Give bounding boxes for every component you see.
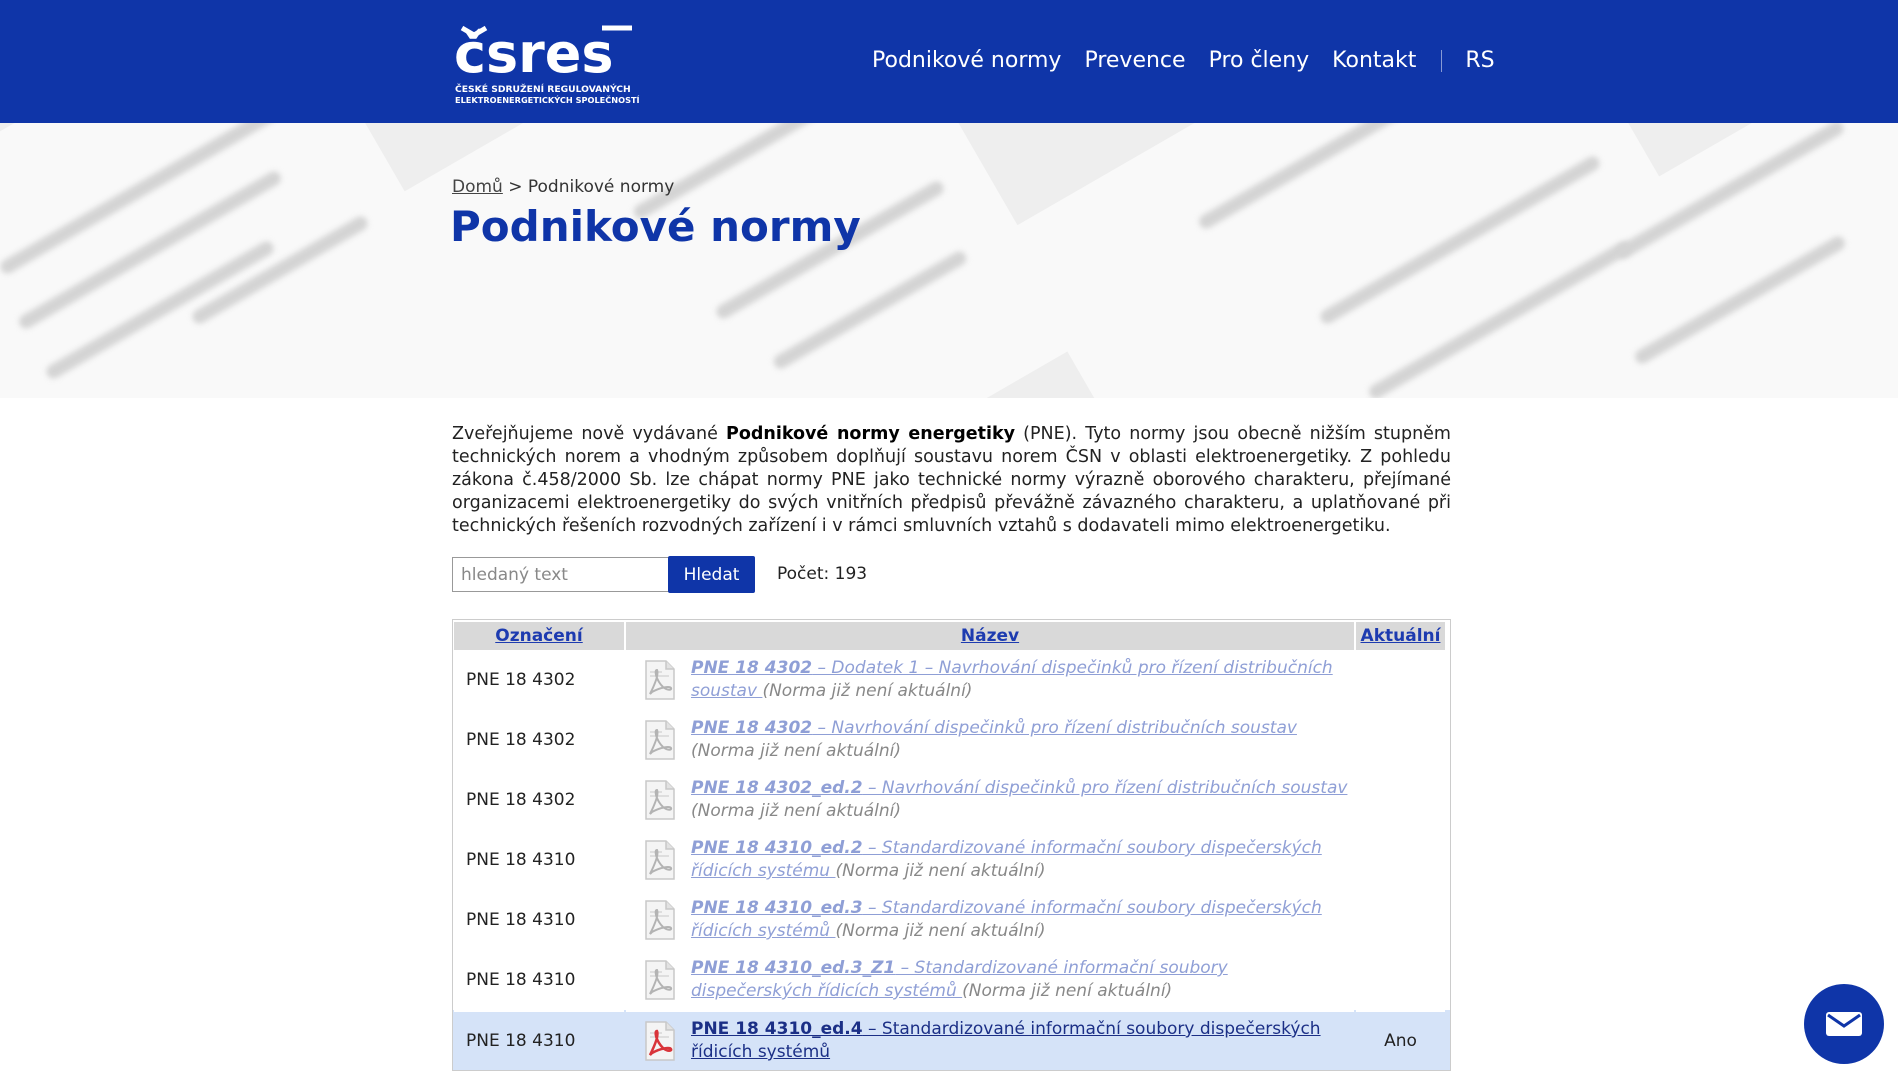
document-code: PNE 18 4310_ed.3_Z1 xyxy=(691,958,896,978)
intro-bold: Podnikové normy energetiky xyxy=(726,424,1016,444)
cell-name xyxy=(626,710,1354,770)
document-status-note: (Norma již není aktuální) xyxy=(962,981,1173,1001)
cell-current xyxy=(1356,950,1445,1010)
cell-current: Ano xyxy=(1356,1010,1445,1070)
pdf-file-icon[interactable] xyxy=(637,658,681,702)
cell-designation: PNE 18 4310 xyxy=(466,910,576,930)
document-status-note: (Norma již není aktuální) xyxy=(835,921,1046,941)
search-input[interactable] xyxy=(452,557,678,592)
document-code: PNE 18 4302 xyxy=(691,718,813,738)
norms-table xyxy=(452,619,1451,1071)
document-status-note: (Norma již není aktuální) xyxy=(835,861,1046,881)
site-header xyxy=(0,0,1898,123)
table-row xyxy=(453,770,1450,830)
table-row xyxy=(453,1010,1450,1070)
document-title: – Standardizované informační soubory dispečerských řídicích systémů xyxy=(691,958,1228,1001)
cell-name xyxy=(626,890,1354,950)
breadcrumb-current: Podnikové normy xyxy=(527,177,675,197)
table-header xyxy=(453,620,1450,650)
nav-item-pro-cleny[interactable]: Pro členy xyxy=(1208,48,1310,73)
cell-designation: PNE 18 4302 xyxy=(466,730,576,750)
column-header-name[interactable]: Název xyxy=(626,622,1354,650)
document-link[interactable] xyxy=(691,1019,1321,1062)
table-row xyxy=(453,650,1450,710)
document-link-text xyxy=(691,897,1354,943)
svg-text:ELEKTROENERGETICKÝCH SPOLEČNOS: ELEKTROENERGETICKÝCH SPOLEČNOSTÍ xyxy=(455,95,640,105)
document-link-text xyxy=(691,717,1354,763)
pdf-file-icon[interactable] xyxy=(637,958,681,1002)
intro-text-start: Zveřejňujeme nově vydávané xyxy=(452,424,726,444)
document-link-text xyxy=(691,957,1354,1003)
table-row xyxy=(453,890,1450,950)
document-code: PNE 18 4310_ed.2 xyxy=(691,838,863,858)
intro-paragraph xyxy=(452,423,1451,538)
document-status-note: (Norma již není aktuální) xyxy=(691,741,902,761)
table-row xyxy=(453,710,1450,770)
table-row xyxy=(453,830,1450,890)
nav-item-podnikove-normy[interactable]: Podnikové normy xyxy=(872,48,1062,73)
document-title: – Standardizované informační soubory dispečerských řídicích systémů xyxy=(691,1019,1321,1062)
result-count: Počet: 193 xyxy=(777,564,868,584)
document-status-note: (Norma již není aktuální) xyxy=(762,681,973,701)
document-link-text xyxy=(691,837,1354,883)
cell-name xyxy=(626,830,1354,890)
document-link-text xyxy=(691,1018,1354,1064)
cell-current xyxy=(1356,650,1445,710)
document-title: – Dodatek 1 – Navrhování dispečinků pro řízení distribučních soustav xyxy=(691,658,1333,701)
column-header-current[interactable]: Aktuální xyxy=(1356,622,1445,650)
document-code: PNE 18 4302 xyxy=(691,658,813,678)
breadcrumb xyxy=(452,177,674,197)
document-link-text xyxy=(691,657,1354,703)
document-link-text xyxy=(691,777,1354,823)
document-title: – Navrhování dispečinků pro řízení distribučních soustav xyxy=(812,718,1297,738)
document-link[interactable] xyxy=(691,778,1347,798)
cell-name xyxy=(626,770,1354,830)
main-nav xyxy=(872,48,1518,73)
document-title: – Standardizované informační soubory dispečerských řídicích systémů xyxy=(691,898,1322,941)
cell-designation: PNE 18 4302 xyxy=(466,790,576,810)
breadcrumb-separator: > xyxy=(508,177,523,197)
column-header-designation[interactable]: Označení xyxy=(454,622,624,650)
lang-switch[interactable]: RS xyxy=(1465,48,1495,73)
document-code: PNE 18 4310_ed.3 xyxy=(691,898,863,918)
document-link[interactable] xyxy=(691,718,1297,738)
table-row xyxy=(453,950,1450,1010)
cell-name xyxy=(626,950,1354,1010)
pdf-file-icon[interactable] xyxy=(637,1019,681,1063)
intro-text-rest: (PNE). Tyto normy jsou obecně nižším stupněm technických norem a vhodným způsobem doplňují soustavu norem ČSN v oblasti elektroenergetiky. Z pohledu zákona č.458/2000 Sb. lze chápat normy PNE jako technické normy výrazně oborového charakteru, přejímané organizacemi elektroenergetiky do svých vnitřních předpisů převážně závazného charakteru, a uplatňované při technických řešeních rozvodných zařízení i v rámci smluvních vztahů s dodavateli mimo elektroenergetiku. xyxy=(452,424,1451,536)
mail-icon xyxy=(1825,1010,1863,1038)
cell-name xyxy=(626,650,1354,710)
nav-item-kontakt[interactable]: Kontakt xyxy=(1332,48,1417,73)
cell-current xyxy=(1356,890,1445,950)
breadcrumb-home-link[interactable]: Domů xyxy=(452,177,503,197)
cell-designation: PNE 18 4310 xyxy=(454,1010,624,1070)
search-button[interactable]: Hledat xyxy=(668,556,755,593)
hero-banner xyxy=(0,123,1898,398)
cell-designation: PNE 18 4310 xyxy=(466,850,576,870)
pdf-file-icon[interactable] xyxy=(637,718,681,762)
cell-current xyxy=(1356,770,1445,830)
svg-text:čsres: čsres xyxy=(454,22,614,85)
nav-item-prevence[interactable]: Prevence xyxy=(1084,48,1186,73)
cell-current xyxy=(1356,830,1445,890)
pdf-file-icon[interactable] xyxy=(637,778,681,822)
page-title: Podnikové normy xyxy=(450,202,861,251)
pdf-file-icon[interactable] xyxy=(637,898,681,942)
cell-name xyxy=(626,1010,1354,1070)
document-status-note: (Norma již není aktuální) xyxy=(691,801,902,821)
document-code: PNE 18 4302_ed.2 xyxy=(691,778,863,798)
pdf-file-icon[interactable] xyxy=(637,838,681,882)
contact-mail-button[interactable] xyxy=(1804,984,1884,1064)
cell-designation: PNE 18 4310 xyxy=(466,970,576,990)
csres-logo[interactable] xyxy=(452,22,652,110)
document-title: – Standardizované informační soubory dispečerských řídicích systému xyxy=(691,838,1322,881)
document-title: – Navrhování dispečinků pro řízení distribučních soustav xyxy=(862,778,1348,798)
svg-text:ČESKÉ SDRUŽENÍ REGULOVANÝCH: ČESKÉ SDRUŽENÍ REGULOVANÝCH xyxy=(455,84,631,95)
cell-designation: PNE 18 4302 xyxy=(466,670,576,690)
nav-divider xyxy=(1441,50,1442,72)
document-code: PNE 18 4310_ed.4 xyxy=(691,1019,863,1039)
cell-current xyxy=(1356,710,1445,770)
